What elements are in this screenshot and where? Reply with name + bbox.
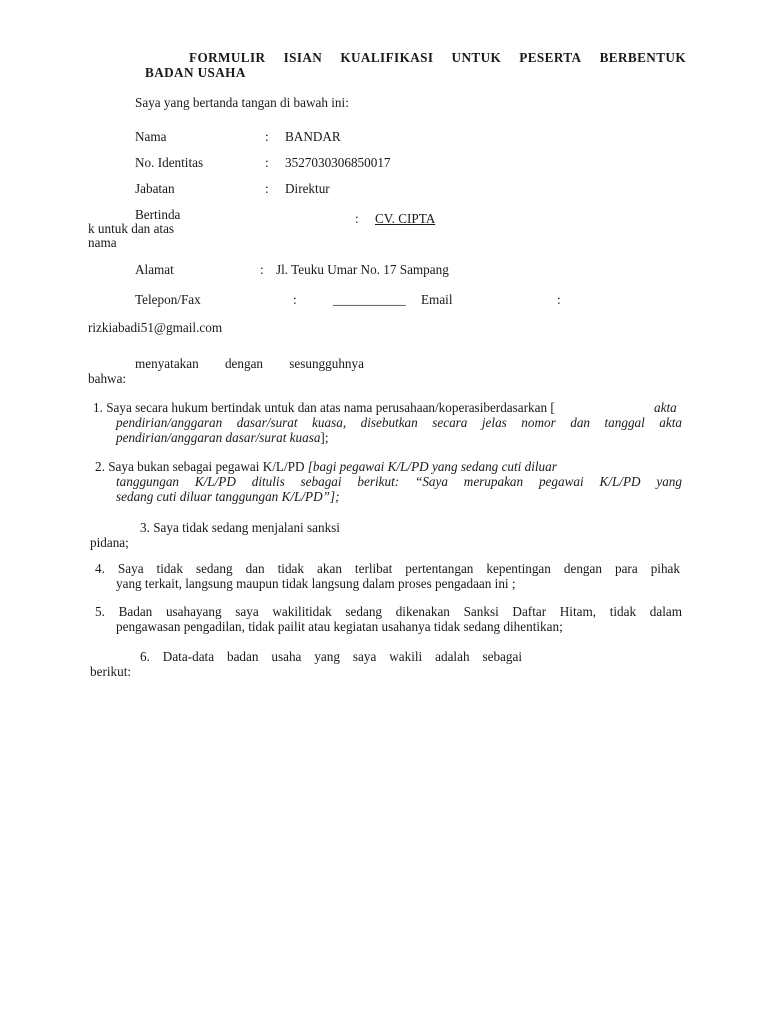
item-1-tail: ]; [320, 430, 329, 445]
statement-word: dengan [224, 356, 264, 371]
item-6-line2: berikut: [90, 664, 132, 679]
statement-line1 [135, 357, 364, 370]
field-label-bertindak-line2: k untuk dan atas [88, 221, 175, 236]
field-value-jabatan: Direktur [285, 181, 330, 196]
item-2-text: 2. Saya bukan sebagai pegawai K/L/PD [95, 459, 308, 474]
item-4-text: 4. Saya tidak sedang dan tidak akan terlibat pertentangan kepentingan dengan para pihak [95, 561, 680, 576]
field-value-bertindak: CV. CIPTA [375, 211, 436, 226]
title-word: BERBENTUK [599, 50, 686, 65]
item-5-text: 5. Badan usahayang saya wakilitidak sedang dikenakan Sanksi Daftar Hitam, tidak dalam [95, 604, 682, 619]
title-word: UNTUK [451, 50, 502, 65]
item-5-line2: pengawasan pengadilan, tidak pailit atau kegiatan usahanya tidak sedang dihentikan; [116, 619, 563, 634]
item-5-line1 [95, 605, 682, 618]
field-separator: : [265, 181, 269, 196]
statement-word: menyatakan [135, 356, 199, 371]
field-label-jabatan: Jabatan [135, 181, 175, 196]
statement-word: sesungguhnya [289, 356, 364, 371]
field-separator: : [293, 292, 297, 307]
field-label-bertindak-line3: nama [88, 235, 117, 250]
item-1-line3 [116, 431, 328, 444]
item-2-line2 [116, 475, 682, 488]
item-1-line1-content [93, 401, 683, 414]
item-1-line1 [93, 401, 683, 414]
item-1-italic-start: akta [654, 400, 677, 415]
field-blank-telepon: ___________ [333, 292, 406, 307]
item-2-line1 [95, 460, 557, 473]
title-word: ISIAN [283, 50, 323, 65]
field-label-identitas: No. Identitas [135, 155, 204, 170]
item-6-text: 6. Data-data badan usaha yang saya wakili adalah sebagai [140, 649, 522, 664]
field-value-email: rizkiabadi51@gmail.com [88, 320, 223, 335]
document-title-line1 [189, 51, 686, 64]
field-value-identitas: 3527030306850017 [285, 155, 391, 170]
field-label-telepon: Telepon/Fax [135, 292, 201, 307]
item-1-text: 1. Saya secara hukum bertindak untuk dan atas nama perusahaan/koperasiberdasarkan [ [93, 400, 555, 415]
item-4-line2: yang terkait, langsung maupun tidak langsung dalam proses pengadaan ini ; [116, 576, 516, 591]
item-6-line1 [140, 650, 522, 663]
intro-text: Saya yang bertanda tangan di bawah ini: [135, 95, 349, 110]
title-word: FORMULIR [189, 50, 266, 65]
field-separator: : [265, 155, 269, 170]
document-title-line2: BADAN USAHA [145, 65, 246, 80]
field-separator: : [355, 211, 359, 226]
field-separator: : [260, 262, 264, 277]
item-3-line1: 3. Saya tidak sedang menjalani sanksi [140, 520, 340, 535]
item-1-italic-end: pendirian/anggaran dasar/surat kuasa [116, 430, 321, 445]
field-label-bertindak-line1: Bertinda [135, 207, 181, 222]
field-separator: : [265, 129, 269, 144]
item-2-italic-text: tanggungan K/L/PD ditulis sebagai berikut: “Saya merupakan pegawai K/L/PD yang [116, 474, 682, 489]
item-1-italic-text: pendirian/anggaran dasar/surat kuasa, disebutkan secara jelas nomor dan tanggal akta [116, 415, 682, 430]
item-2-line3: sedang cuti diluar tanggungan K/L/PD”]; [116, 489, 340, 504]
item-2-italic-start: [bagi pegawai K/L/PD yang sedang cuti diluar [307, 459, 557, 474]
title-word: PESERTA [519, 50, 582, 65]
field-label-alamat: Alamat [135, 262, 174, 277]
field-value-nama: BANDAR [285, 129, 341, 144]
statement-line2: bahwa: [88, 371, 127, 386]
field-label-email: Email [421, 292, 453, 307]
item-4-line1 [95, 562, 680, 575]
item-1-line2 [116, 416, 682, 429]
field-separator: : [557, 292, 561, 307]
field-label-nama: Nama [135, 129, 167, 144]
item-3-line2: pidana; [90, 535, 129, 550]
field-value-alamat: Jl. Teuku Umar No. 17 Sampang [276, 262, 449, 277]
title-word: KUALIFIKASI [340, 50, 434, 65]
